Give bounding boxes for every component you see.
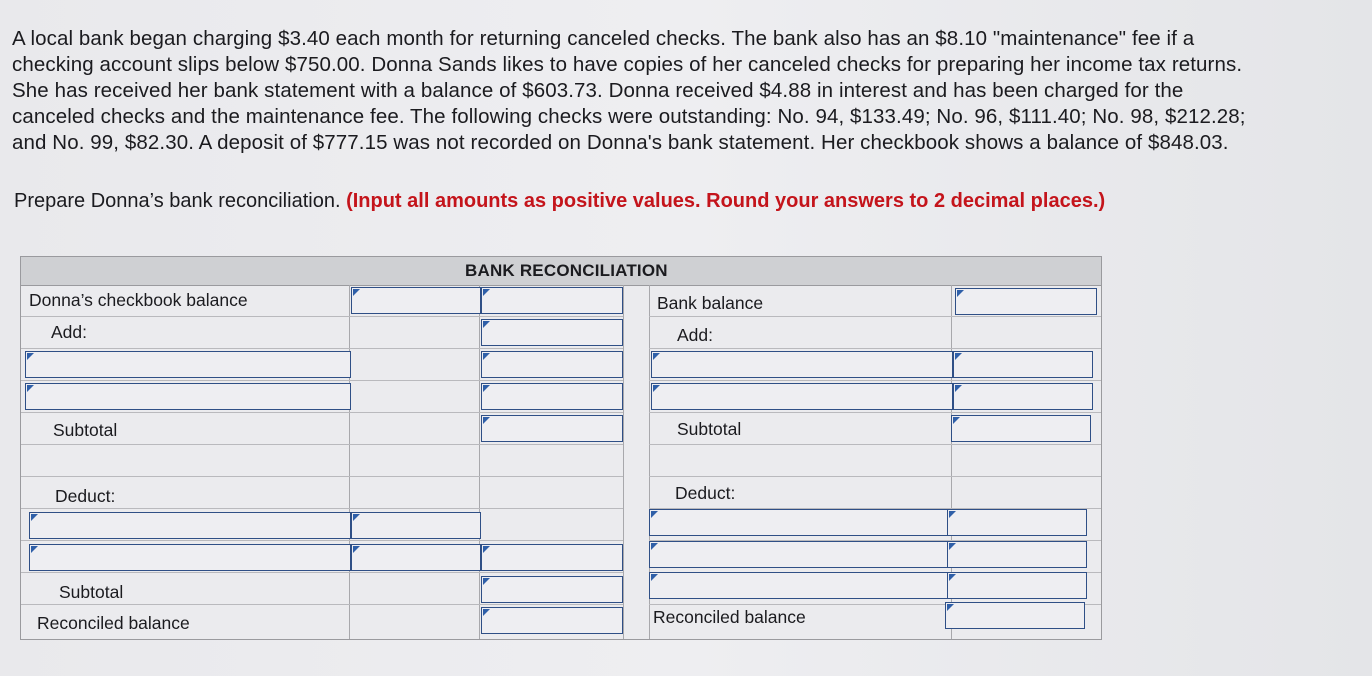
left-add-total-input[interactable] bbox=[481, 319, 623, 346]
left-subtotal-2-label: Subtotal bbox=[59, 582, 124, 602]
left-add-label: Add: bbox=[51, 322, 87, 342]
right-reconciled-input[interactable] bbox=[945, 602, 1085, 629]
checkbook-balance-amount-input[interactable] bbox=[481, 287, 623, 314]
row-right-deduct bbox=[649, 477, 1101, 509]
left-reconciled-label: Reconciled balance bbox=[37, 613, 190, 633]
instruction bbox=[14, 188, 1105, 214]
question-line: She has received her bank statement with a balance of $603.73. Donna received $4.88 in interest and has been charged for the bbox=[12, 79, 1184, 102]
right-subtotal-input[interactable] bbox=[951, 415, 1091, 442]
right-deduct-label: Deduct: bbox=[675, 483, 736, 503]
right-deduct-item-2-description-input[interactable] bbox=[649, 541, 949, 568]
left-reconciled-input[interactable] bbox=[481, 607, 623, 634]
question-text bbox=[12, 26, 1360, 156]
left-deduct-item-1-description-input[interactable] bbox=[29, 512, 351, 539]
checkbook-balance-label: Donna’s checkbook balance bbox=[29, 290, 248, 310]
left-deduct-item-1-amount-input[interactable] bbox=[351, 512, 481, 539]
right-add-item-1-amount-input[interactable] bbox=[953, 351, 1093, 378]
row-left-add bbox=[21, 317, 623, 349]
left-subtotal-input[interactable] bbox=[481, 415, 623, 442]
bank-balance-amount-input[interactable] bbox=[955, 288, 1097, 315]
row-right-reconciled bbox=[649, 605, 1101, 636]
row-right-add-item-2 bbox=[649, 381, 1101, 413]
left-add-item-2-description-input[interactable] bbox=[25, 383, 351, 410]
question-line: A local bank began charging $3.40 each month for returning canceled checks. The bank also has an $8.10 "maintenance" fee if a bbox=[12, 27, 1195, 50]
row-left-add-item-2 bbox=[21, 381, 623, 413]
right-add-item-2-description-input[interactable] bbox=[651, 383, 953, 410]
row-right-add-item-1 bbox=[649, 349, 1101, 381]
right-add-label: Add: bbox=[677, 325, 713, 345]
row-left-empty bbox=[21, 445, 623, 477]
right-deduct-item-1-description-input[interactable] bbox=[649, 509, 949, 536]
right-deduct-item-3-amount-input[interactable] bbox=[947, 572, 1087, 599]
row-left-deduct-item-2 bbox=[21, 541, 623, 573]
question-line: checking account slips below $750.00. Donna Sands likes to have copies of her canceled checks for preparing her income tax returns. bbox=[12, 53, 1243, 76]
left-subtotal-2-input[interactable] bbox=[481, 576, 623, 603]
left-deduct-item-2-description-input[interactable] bbox=[29, 544, 351, 571]
bank-balance-label: Bank balance bbox=[657, 293, 764, 313]
row-left-subtotal-2 bbox=[21, 573, 623, 605]
right-deduct-item-3-description-input[interactable] bbox=[649, 572, 949, 599]
right-add-item-2-amount-input[interactable] bbox=[953, 383, 1093, 410]
right-deduct-item-1-amount-input[interactable] bbox=[947, 509, 1087, 536]
column-divider bbox=[623, 285, 624, 639]
row-left-subtotal bbox=[21, 413, 623, 445]
left-deduct-label: Deduct: bbox=[55, 486, 116, 506]
left-deduct-total-input[interactable] bbox=[481, 544, 623, 571]
row-right-deduct-item-1 bbox=[649, 509, 1101, 541]
right-deduct-item-2-amount-input[interactable] bbox=[947, 541, 1087, 568]
row-left-deduct bbox=[21, 477, 623, 509]
row-right-empty bbox=[649, 445, 1101, 477]
left-add-item-2-amount-input[interactable] bbox=[481, 383, 623, 410]
left-add-item-1-description-input[interactable] bbox=[25, 351, 351, 378]
right-add-item-1-description-input[interactable] bbox=[651, 351, 953, 378]
row-right-subtotal bbox=[649, 413, 1101, 445]
left-deduct-item-2-amount-input[interactable] bbox=[351, 544, 481, 571]
row-left-reconciled bbox=[21, 605, 623, 636]
table-header bbox=[21, 257, 1101, 286]
right-subtotal-label: Subtotal bbox=[677, 419, 742, 439]
right-reconciled-label: Reconciled balance bbox=[653, 607, 806, 627]
bank-reconciliation-table bbox=[20, 256, 1102, 640]
row-right-deduct-item-2 bbox=[649, 541, 1101, 573]
question-line: canceled checks and the maintenance fee. The following checks were outstanding: No. 94, $133.49; No. 96, $111.40; No. 98, $212.28; bbox=[12, 105, 1246, 128]
row-bank-balance bbox=[649, 285, 1101, 317]
instruction-warning: (Input all amounts as positive values. Round your answers to 2 decimal places.) bbox=[346, 190, 1106, 212]
row-left-add-item-1 bbox=[21, 349, 623, 381]
row-checkbook-balance bbox=[21, 285, 623, 317]
instruction-text: Prepare Donna’s bank reconciliation. bbox=[14, 190, 347, 212]
row-left-deduct-item-1 bbox=[21, 509, 623, 541]
row-right-add bbox=[649, 317, 1101, 349]
table-title: BANK RECONCILIATION bbox=[465, 261, 668, 280]
row-right-deduct-item-3 bbox=[649, 573, 1101, 605]
checkbook-balance-explanation-input[interactable] bbox=[351, 287, 481, 314]
question-line: and No. 99, $82.30. A deposit of $777.15 was not recorded on Donna's bank statement. Her checkbook shows a balance of $848.03. bbox=[12, 131, 1229, 154]
left-subtotal-label: Subtotal bbox=[53, 420, 118, 440]
left-add-item-1-amount-input[interactable] bbox=[481, 351, 623, 378]
